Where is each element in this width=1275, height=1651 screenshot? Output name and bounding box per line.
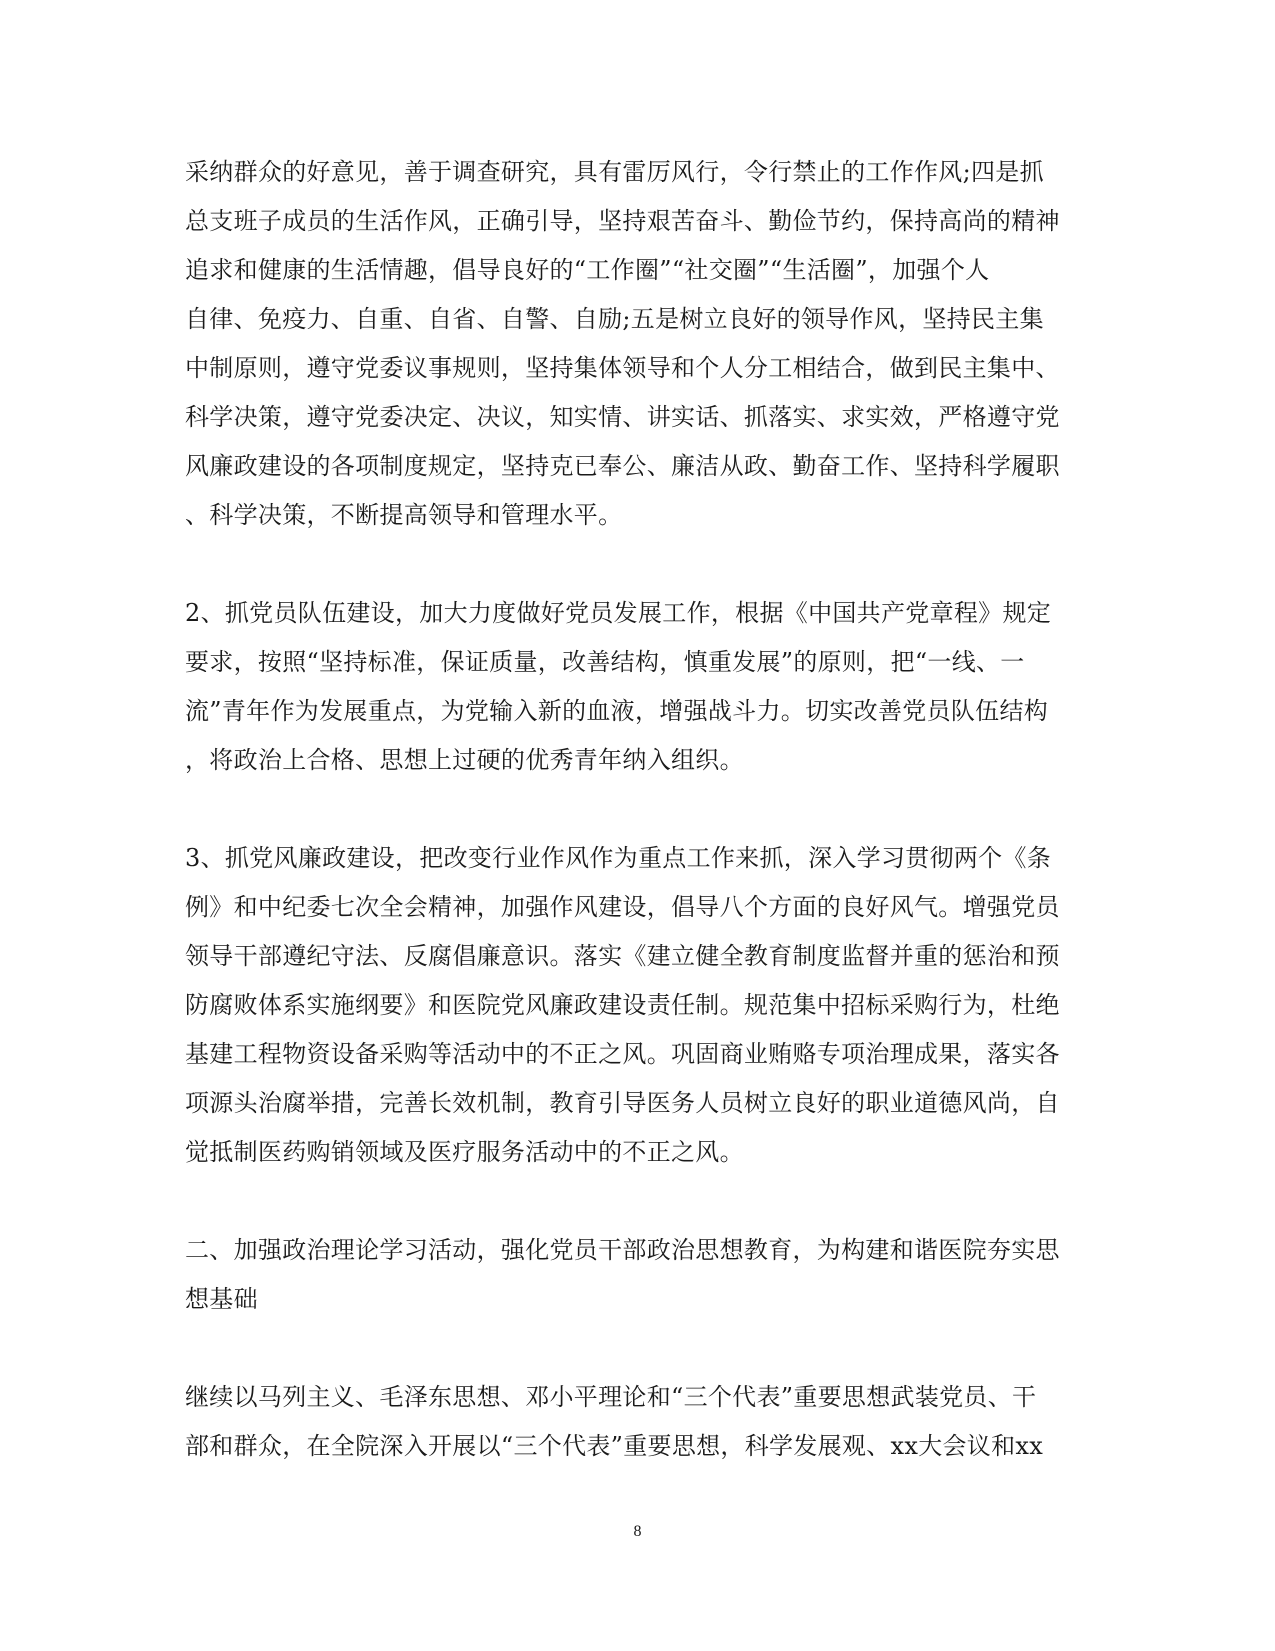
paragraph-item-3	[185, 834, 1085, 1177]
text-line: 风廉政建设的各项制度规定，坚持克已奉公、廉洁从政、勤奋工作、坚持科学履职	[185, 452, 1060, 480]
text-line: 总支班子成员的生活作风，正确引导，坚持艰苦奋斗、勤俭节约，保持高尚的精神	[185, 207, 1060, 235]
text-line: 防腐败体系实施纲要》和医院党风廉政建设责任制。规范集中招标采购行为，杜绝	[185, 991, 1060, 1019]
paragraph-continued	[185, 148, 1085, 540]
text-line: 科学决策，遵守党委决定、决议，知实情、讲实话、抓落实、求实效，严格遵守党	[185, 403, 1060, 431]
text-line: 项源头治腐举措，完善长效机制，教育引导医务人员树立良好的职业道德风尚，自	[185, 1089, 1060, 1117]
heading-line: 二、加强政治理论学习活动，强化党员干部政治思想教育，为构建和谐医院夯实思	[185, 1236, 1060, 1264]
heading-line: 想基础	[185, 1285, 258, 1313]
paragraph-spacer	[185, 540, 1085, 589]
page-number: 8	[633, 1523, 642, 1540]
section-heading-2	[185, 1226, 1085, 1324]
paragraph-item-4	[185, 1373, 1085, 1471]
text-line: 要求，按照“坚持标准，保证质量，改善结构，慎重发展”的原则，把“一线、一	[185, 648, 1025, 676]
text-line: 流”青年作为发展重点，为党输入新的血液，增强战斗力。切实改善党员队伍结构	[185, 697, 1049, 725]
text-line: 领导干部遵纪守法、反腐倡廉意识。落实《建立健全教育制度监督并重的惩治和预	[185, 942, 1060, 970]
text-line: 例》和中纪委七次全会精神，加强作风建设，倡导八个方面的良好风气。增强党员	[185, 893, 1060, 921]
text-line: 、科学决策，不断提高领导和管理水平。	[185, 501, 623, 529]
text-line: 觉抵制医药购销领域及医疗服务活动中的不正之风。	[185, 1138, 744, 1166]
text-line: 部和群众，在全院深入开展以“三个代表”重要思想，科学发展观、xx大会议和xx	[185, 1432, 1044, 1460]
document-body	[185, 148, 1085, 1471]
text-line: ，将政治上合格、思想上过硬的优秀青年纳入组织。	[185, 746, 744, 774]
text-line: 2、抓党员队伍建设，加大力度做好党员发展工作，根据《中国共产党章程》规定	[185, 599, 1052, 627]
paragraph-spacer	[185, 1177, 1085, 1226]
paragraph-spacer	[185, 1324, 1085, 1373]
text-line: 追求和健康的生活情趣，倡导良好的“工作圈”“社交圈”“生活圈”，加强个人	[185, 256, 990, 284]
text-line: 中制原则，遵守党委议事规则，坚持集体领导和个人分工相结合，做到民主集中、	[185, 354, 1060, 382]
paragraph-spacer	[185, 785, 1085, 834]
text-line: 3、抓党风廉政建设，把改变行业作风作为重点工作来抓，深入学习贯彻两个《条	[185, 844, 1052, 872]
text-line: 基建工程物资设备采购等活动中的不正之风。巩固商业贿赂专项治理成果，落实各	[185, 1040, 1060, 1068]
paragraph-item-2	[185, 589, 1085, 785]
text-line: 采纳群众的好意见，善于调查研究，具有雷厉风行，令行禁止的工作作风;四是抓	[185, 158, 1044, 186]
text-line: 自律、免疫力、自重、自省、自警、自励;五是树立良好的领导作风，坚持民主集	[185, 305, 1044, 333]
text-line: 继续以马列主义、毛泽东思想、邓小平理论和“三个代表”重要思想武装党员、干	[185, 1383, 1037, 1411]
